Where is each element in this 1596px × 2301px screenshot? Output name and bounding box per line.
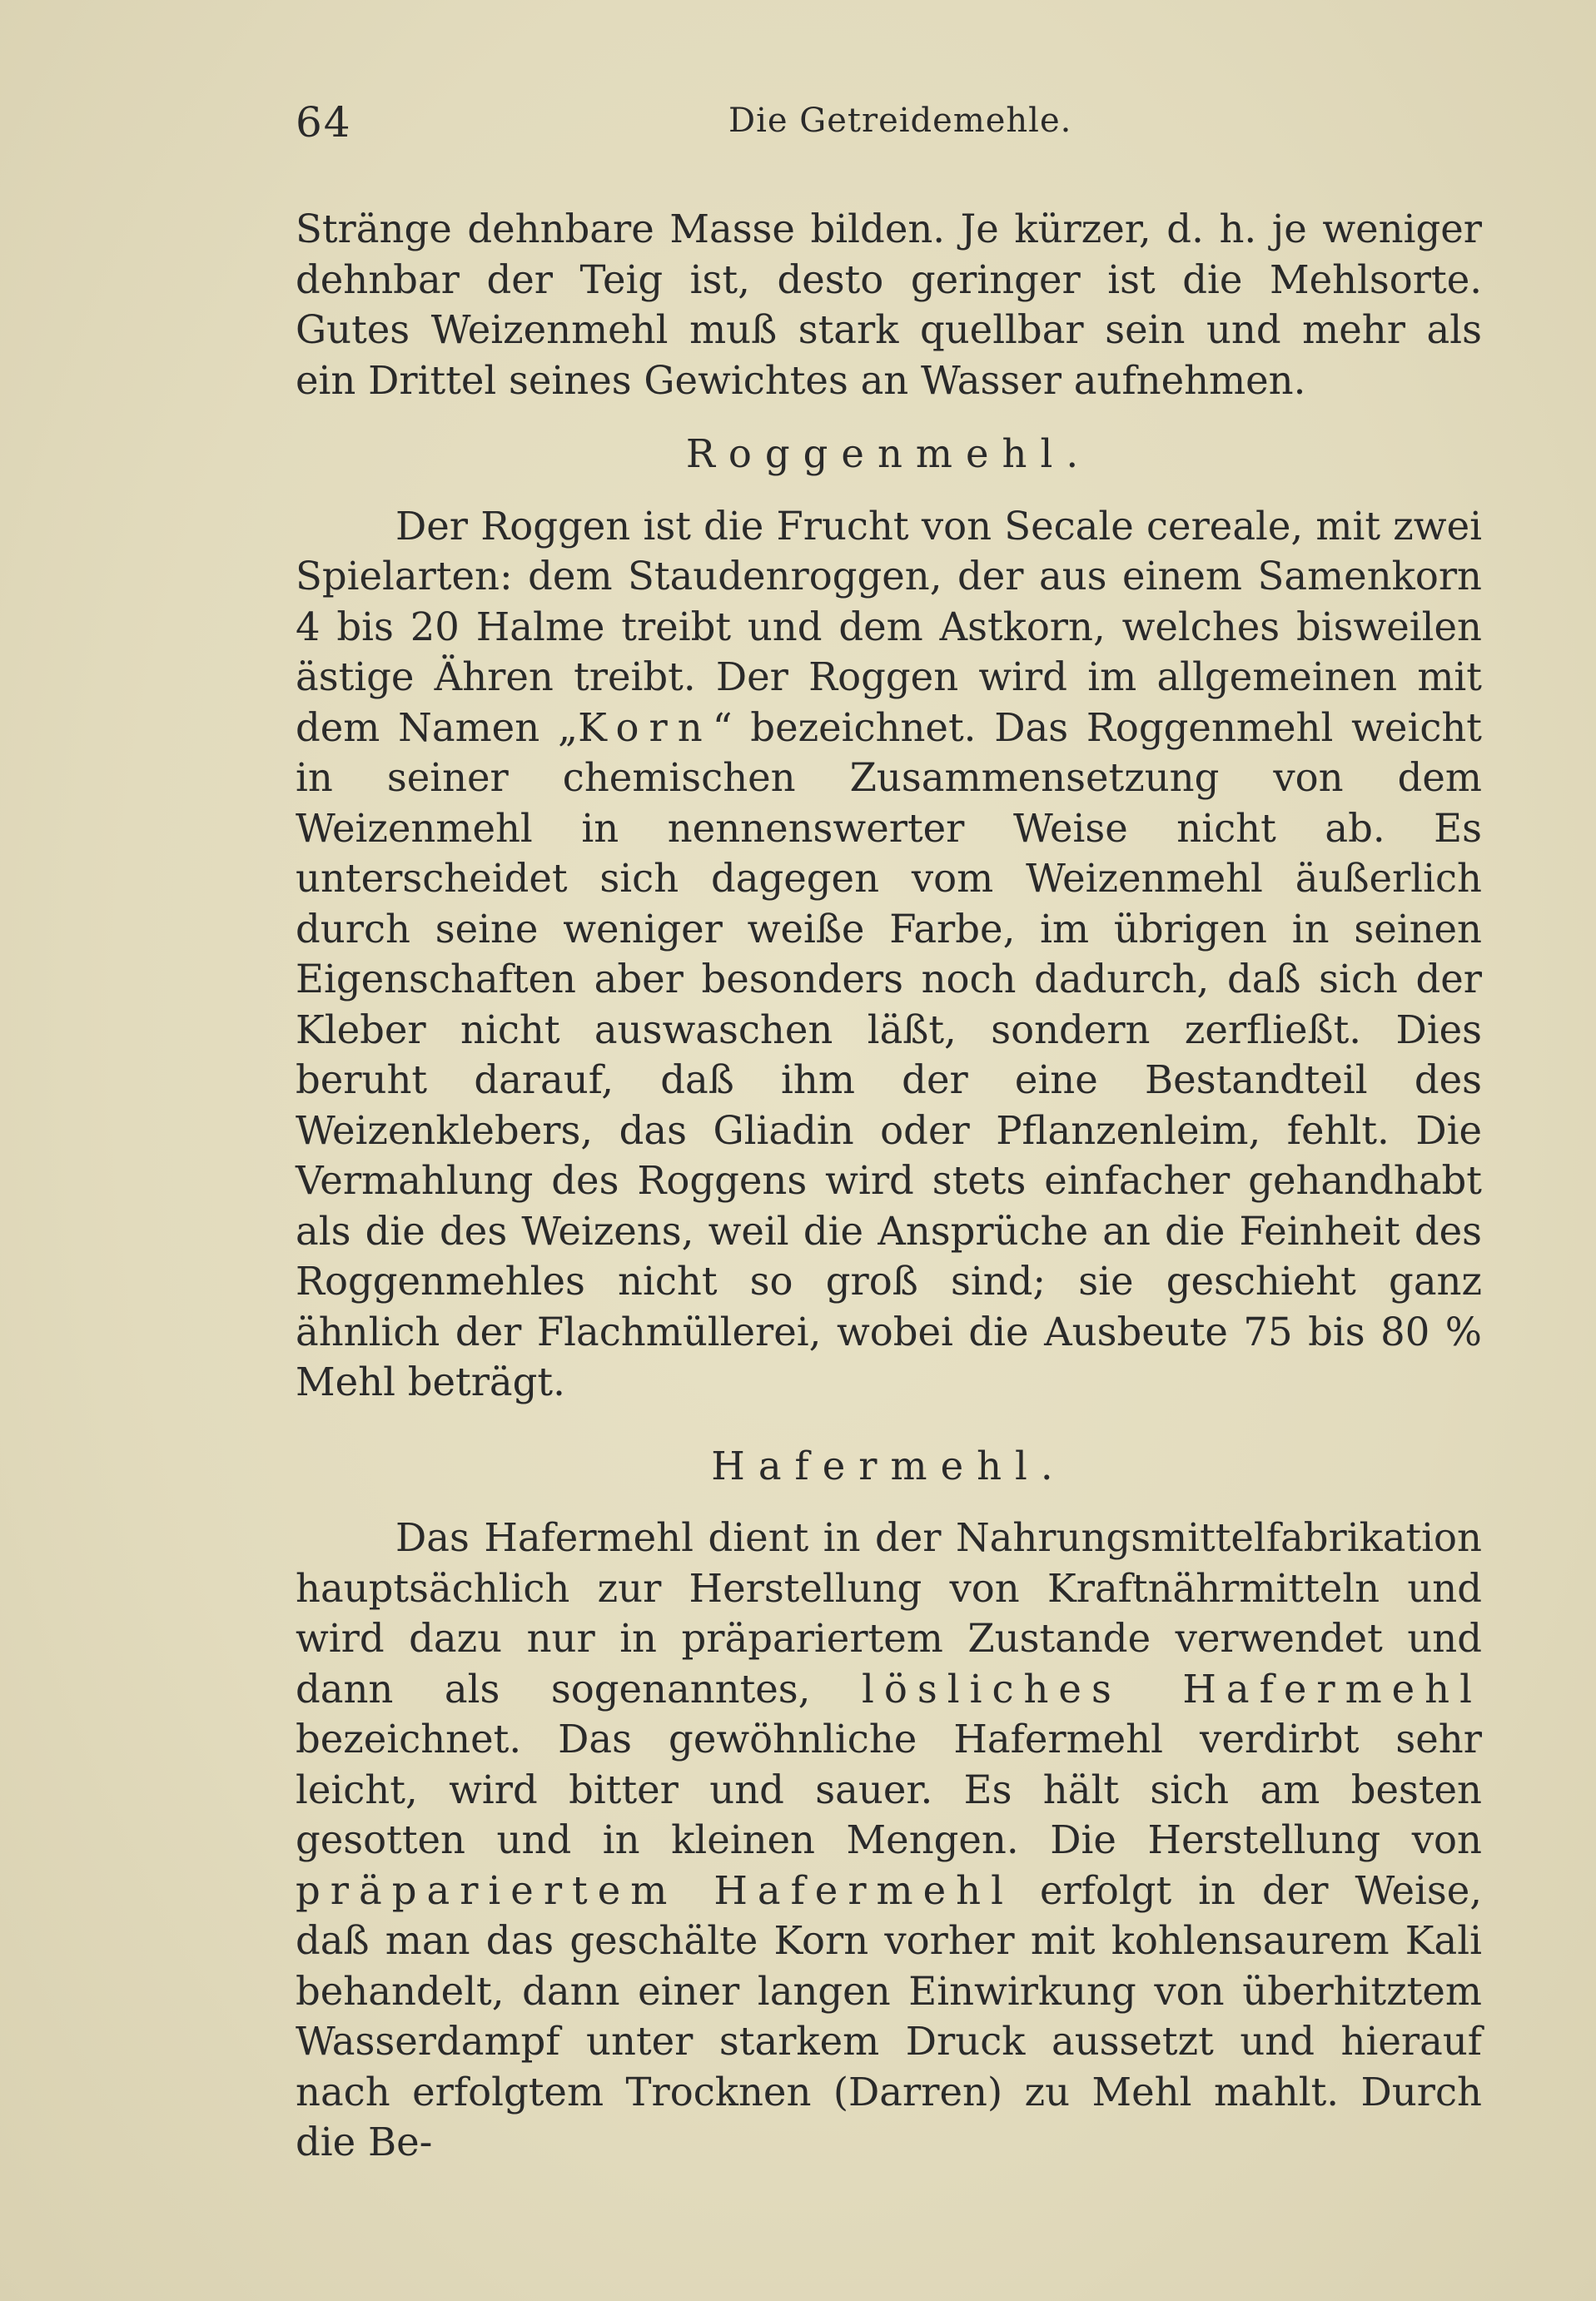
continuation-paragraph: Stränge dehnbare Masse bilden. Je kürzer, d. h. je weniger dehnbar der Teig ist, desto geringer ist die Mehlsorte. Gutes Weizenmehl muß stark quellbar sein und mehr als ein Drittel seines Gewichtes an Wasser aufnehmen. — [296, 206, 1482, 403]
text-run: erfolgt in der Weise, daß man das geschälte Korn vorher mit kohlensaurem Kali behandelt, dann einer langen Einwirkung von überhitztem Wasserdampf unter starkem Druck aussetzt und hierauf nach erfolgtem Trocknen (Darren) zu Mehl mahlt. Durch die Be- — [296, 1867, 1482, 2164]
text-run: “ bezeichnet. Das Roggenmehl weicht in seiner chemischen Zusammensetzung von dem Weizenmehl in nennenswerter Weise nicht ab. Es unterscheidet sich dagegen vom Weizenmehl äußerlich durch seine weniger weiße Farbe, im übrigen in seinen Eigenschaften aber besonders noch dadurch, daß sich der Kleber nicht auswaschen läßt, sondern zerfließt. Dies beruht darauf, daß ihm der eine Bestandteil des Weizenklebers, das Gliadin oder Pflanzenleim, fehlt. Die Vermahlung des Roggens wird stets einfacher gehandhabt als die des Weizens, weil die Ansprüche an die Feinheit des Roggenmehles nicht so groß sind; sie geschieht ganz ähnlich der Flachmüllerei, wobei die Ausbeute 75 bis 80 % Mehl beträgt. — [296, 704, 1482, 1404]
body-text — [296, 204, 1482, 2168]
page-header — [296, 98, 1482, 157]
paragraph-roggenmehl — [296, 501, 1482, 1408]
emphasis-praepariertem-hafermehl: präpariertem Hafermehl — [296, 1867, 1013, 1913]
emphasis-loesliches-hafermehl: lösliches Hafermehl — [861, 1666, 1482, 1712]
emphasis-korn: Korn — [578, 704, 713, 750]
page-number: 64 — [296, 98, 352, 147]
text-run: Das Hafermehl dient in der Nahrungsmittelfabrikation hauptsächlich zur Herstellung von Kraftnährmitteln und wird dazu nur in präpariertem Zustande verwendet und dann als sogenanntes, — [296, 1515, 1482, 1712]
running-title: Die Getreidemehle. — [728, 102, 1072, 140]
paragraph-hafermehl — [296, 1513, 1482, 2168]
text-run: bezeichnet. Das gewöhnliche Hafermehl verdirbt sehr leicht, wird bitter und sauer. Es hält sich am besten gesotten und in kleinen Mengen. Die Herstellung von — [296, 1717, 1482, 1862]
section-heading-roggenmehl: Roggenmehl. — [685, 431, 1092, 476]
text-run: Der Roggen ist die Frucht von Secale cereale, mit zwei Spielarten: dem Staudenroggen, der aus einem Samenkorn 4 bis 20 Halme treibt und dem Astkorn, welches bisweilen ästige Ähren treibt. Der Roggen wird im allgemeinen mit dem Namen „ — [296, 503, 1482, 750]
section-heading-hafermehl: Hafermehl. — [711, 1443, 1066, 1488]
